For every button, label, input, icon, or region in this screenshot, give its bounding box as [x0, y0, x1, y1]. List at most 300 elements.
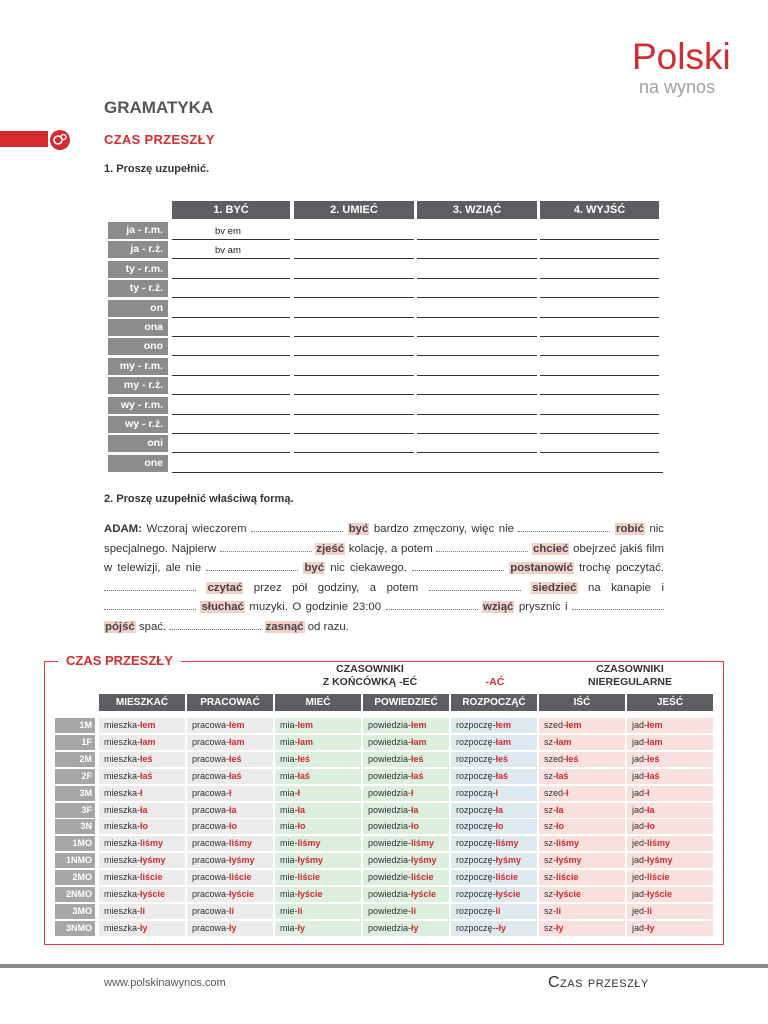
ending: li: [297, 905, 303, 916]
ending: łyśmy: [140, 855, 166, 866]
text-segment: spać.: [138, 620, 167, 633]
column-header: 2. UMIEĆ: [294, 201, 414, 219]
answer-line[interactable]: [172, 414, 290, 415]
ending: łyśmy: [556, 855, 582, 866]
answer-blank[interactable]: [429, 579, 521, 591]
answer-line[interactable]: [540, 297, 659, 298]
column-header: 1. BYĆ: [172, 201, 290, 219]
stem: mieszka-: [104, 736, 141, 747]
stem: rozpoczę-: [456, 922, 496, 933]
answer-line[interactable]: [417, 278, 537, 279]
conjugation-cell: [539, 718, 625, 733]
answer-line[interactable]: [417, 297, 537, 298]
ending: liśmy: [140, 838, 164, 849]
answer-line[interactable]: [172, 375, 290, 376]
answer-line[interactable]: [540, 317, 659, 318]
answer-blank[interactable]: [104, 598, 196, 610]
answer-blank[interactable]: [251, 520, 343, 532]
stem: sz-: [544, 804, 556, 815]
ending: łem: [229, 720, 245, 730]
conjugation-cell: [451, 803, 537, 818]
conjugation-cell: [451, 853, 537, 868]
conjugation-cell: [99, 769, 185, 784]
stem: mia-: [280, 804, 298, 815]
ending: ły: [297, 922, 306, 933]
ending: ły: [411, 922, 419, 933]
stem: szed-: [544, 720, 567, 730]
row-label: ono: [108, 338, 168, 355]
conjugation-cell: [627, 921, 713, 936]
stem: powiedzia-: [368, 720, 412, 730]
stem: rozpoczę-: [456, 821, 496, 832]
ending: łam: [647, 736, 663, 747]
stem: sz-: [544, 838, 556, 849]
stem: jed-: [632, 905, 648, 916]
ending: łyśmy: [411, 855, 437, 866]
conjugation-cell: [99, 870, 185, 885]
stem: rozpoczę-: [456, 872, 496, 883]
conjugation-cell: [627, 819, 713, 834]
answer-line[interactable]: [417, 239, 537, 240]
text-segment: trochę poczytać.: [579, 562, 664, 574]
conjugation-cell: [187, 887, 273, 902]
box-title: CZAS PRZESZŁY: [58, 653, 181, 668]
stem: mieszka-: [104, 922, 141, 933]
stem: powiedzia-: [368, 821, 412, 832]
conjugation-cell: [363, 904, 449, 919]
answer-line[interactable]: [540, 375, 659, 376]
conjugation-cell: [363, 752, 449, 767]
conjugation-cell: [539, 853, 625, 868]
ending: łeś: [229, 753, 242, 764]
conjugation-cell: [99, 904, 185, 919]
row-label: wy - r.ż.: [108, 416, 168, 433]
conjugation-cell: [99, 853, 185, 868]
answer-line[interactable]: [540, 433, 659, 434]
conjugation-cell: [539, 904, 625, 919]
stem: rozpoczę-: [456, 770, 496, 781]
ending: liśmy: [297, 838, 321, 849]
answer-line[interactable]: [294, 375, 414, 376]
row-label: one: [108, 455, 168, 472]
conjugation-cell: [627, 870, 713, 885]
answer-line[interactable]: [294, 336, 414, 337]
conjugation-cell: [187, 786, 273, 801]
ending: ł: [647, 787, 650, 798]
ending: ł: [495, 787, 499, 798]
text-segment: nic ciekawego.: [330, 562, 407, 574]
stem: mia-: [280, 736, 298, 747]
conjugation-cell: [539, 819, 625, 834]
ending: ł: [411, 787, 414, 798]
answer-line[interactable]: [417, 414, 537, 415]
exercise1-title: 1. Proszę uzupełnić.: [104, 163, 210, 175]
conjugation-cell: [275, 887, 361, 902]
conjugation-cell: [451, 735, 537, 750]
answer-line[interactable]: [172, 394, 290, 395]
ending: łyście: [647, 889, 673, 899]
stem: powiedzia-: [368, 770, 412, 781]
answer-blank[interactable]: [206, 559, 298, 571]
answer-line[interactable]: [540, 394, 659, 395]
stem: sz-: [544, 905, 556, 916]
ending: ł: [140, 787, 143, 798]
conjugation-cell: [187, 718, 273, 733]
row-label: 2M: [55, 752, 95, 767]
conjugation-cell: [451, 887, 537, 902]
stem: mie-: [280, 905, 298, 916]
stem: pracowa-: [192, 770, 230, 781]
conjugation-cell: [187, 904, 273, 919]
ending: -ły: [495, 922, 507, 933]
ending: ło: [647, 821, 656, 832]
conjugation-cell: [99, 786, 185, 801]
row-label: 1M: [55, 718, 95, 733]
stem: mia-: [280, 720, 298, 730]
answer-line[interactable]: [294, 452, 414, 453]
row-label: on: [108, 300, 168, 317]
conjugation-cell: [99, 718, 185, 733]
ending: liście: [297, 872, 321, 883]
ending: łam: [229, 736, 245, 747]
conjugation-cell: [187, 870, 273, 885]
row-label: 2F: [55, 769, 95, 784]
stem: rozpoczę-: [456, 838, 496, 849]
answer-blank[interactable]: [386, 598, 478, 610]
speaker: ADAM:: [104, 523, 142, 535]
conjugation-cell: [451, 836, 537, 851]
answer-line[interactable]: [294, 433, 414, 434]
ending: li: [140, 905, 146, 916]
ending: łyśmy: [229, 855, 255, 866]
conjugation-cell: [275, 853, 361, 868]
answer-line[interactable]: [417, 258, 537, 259]
column-header: 3. WZIĄĆ: [417, 201, 537, 219]
conjugation-cell: [627, 803, 713, 818]
stem: sz-: [544, 855, 556, 866]
answer-line[interactable]: [294, 317, 414, 318]
row-label: oni: [108, 435, 168, 452]
stem: jad-: [632, 736, 648, 747]
stem: mieszka-: [104, 753, 141, 764]
verb: czytać: [207, 581, 243, 594]
stem: mieszka-: [104, 787, 141, 798]
conjugation-cell: [275, 870, 361, 885]
ending: ły: [229, 922, 237, 933]
conjugation-cell: [187, 853, 273, 868]
stem: szed-: [544, 753, 567, 764]
answer-line[interactable]: [417, 317, 537, 318]
answer-line[interactable]: [417, 452, 537, 453]
conjugation-cell: [451, 870, 537, 885]
stem: mieszka-: [104, 889, 141, 899]
conjugation-cell: [275, 819, 361, 834]
answer-line[interactable]: [172, 433, 290, 434]
conjugation-cell: [363, 769, 449, 784]
conjugation-cell: [363, 803, 449, 818]
verb: wziąć: [482, 601, 514, 613]
conjugation-cell: [99, 819, 185, 834]
ending: łaś: [411, 770, 424, 781]
row-label: 1NMO: [55, 853, 95, 868]
answer-line[interactable]: [172, 336, 290, 337]
exercise2-paragraph: [104, 520, 664, 637]
stem: rozpoczą-: [456, 787, 496, 798]
ending: ł: [297, 787, 301, 798]
conjugation-cell: [187, 836, 273, 851]
row-label: 3F: [55, 803, 95, 818]
answer-blank[interactable]: [220, 540, 312, 552]
conjugation-cell: [627, 752, 713, 767]
answer-blank[interactable]: [436, 540, 528, 552]
ending: li: [647, 905, 653, 916]
stem: powiedzie-: [368, 838, 412, 849]
ending: ła: [229, 804, 237, 815]
answer-line[interactable]: [540, 452, 659, 453]
row-label: ty - r.m.: [108, 261, 168, 278]
conjugation-cell: [275, 921, 361, 936]
stem: rozpoczę-: [456, 736, 496, 747]
row-label: wy - r.m.: [108, 397, 168, 414]
column-header: MIESZKAĆ: [99, 694, 185, 711]
answer-line[interactable]: [540, 278, 659, 279]
answer-line[interactable]: [417, 336, 537, 337]
answer-line[interactable]: [294, 414, 414, 415]
column-header: MIEĆ: [275, 694, 361, 711]
row-label: 1MO: [55, 836, 95, 851]
stem: sz-: [544, 770, 556, 781]
ending: ła: [647, 804, 655, 815]
answer-line[interactable]: [294, 355, 414, 356]
answer-line[interactable]: [540, 239, 659, 240]
stem: pracowa-: [192, 855, 230, 866]
verb: chcieć: [533, 542, 569, 555]
ending: łem: [140, 720, 156, 730]
answer-blank[interactable]: [572, 598, 664, 610]
ending: łeś: [566, 753, 579, 764]
verb: pójść: [105, 620, 135, 633]
ending: łyśmy: [297, 855, 324, 866]
ending: łem: [647, 720, 663, 730]
answer-line[interactable]: [294, 258, 414, 259]
conjugation-cell: [627, 718, 713, 733]
ending: liśmy: [411, 838, 435, 849]
row-label: 1F: [55, 735, 95, 750]
ending: łem: [297, 720, 314, 730]
answer-line[interactable]: [294, 394, 414, 395]
ending: łyście: [297, 889, 323, 899]
column-header: 4. WYJŚĆ: [540, 201, 659, 219]
page-heading: GRAMATYKA: [104, 98, 214, 117]
text-segment: na kanapie i: [587, 581, 665, 594]
stem: mie-: [280, 872, 298, 883]
ending: liśmy: [229, 838, 253, 849]
row-label: 3M: [55, 786, 95, 801]
stem: mieszka-: [104, 804, 141, 815]
conjugation-cell: [451, 904, 537, 919]
ending: liśmy: [647, 838, 671, 849]
conjugation-cell: [187, 769, 273, 784]
stem: sz-: [544, 736, 556, 747]
stem: rozpoczę-: [456, 720, 496, 730]
stem: rozpoczę-: [456, 889, 496, 899]
ending: łyście: [556, 889, 582, 899]
stem: mieszka-: [104, 905, 141, 916]
answer-line[interactable]: [417, 394, 537, 395]
exercise2-title: 2. Proszę uzupełnić właściwą formą.: [104, 493, 294, 505]
ending: ły: [556, 922, 564, 933]
row-label: ja - r.ż.: [108, 241, 168, 258]
stem: rozpoczę-: [456, 804, 496, 815]
conjugation-cell: [627, 836, 713, 851]
answer-line[interactable]: [172, 317, 290, 318]
text-segment: muzyki. O godzinie 23:00: [249, 601, 382, 613]
answer-blank[interactable]: [412, 559, 504, 571]
ending: ł: [566, 787, 569, 798]
ending: ło: [229, 821, 238, 832]
ending: ła: [297, 804, 306, 815]
conjugation-cell: [451, 921, 537, 936]
ending: łam: [411, 736, 427, 747]
ending: ło: [495, 821, 504, 832]
ending: łyśmy: [495, 855, 522, 866]
answer-line[interactable]: [540, 258, 659, 259]
ending: liście: [647, 872, 670, 883]
stem: rozpoczę-: [456, 855, 496, 866]
row-label: 2NMO: [55, 887, 95, 902]
ending: łeś: [647, 753, 660, 764]
answer-line[interactable]: [172, 297, 290, 298]
answer-line[interactable]: [417, 433, 537, 434]
row-label: 3N: [55, 819, 95, 834]
stem: powiedzia-: [368, 753, 412, 764]
answer-blank[interactable]: [104, 579, 196, 591]
stem: jad-: [632, 770, 648, 781]
row-label: 3NMO: [55, 921, 95, 936]
conjugation-cell: [187, 803, 273, 818]
conjugation-cell: [451, 769, 537, 784]
ending: liście: [556, 872, 579, 883]
stem: mia-: [280, 821, 298, 832]
section-title: CZAS PRZESZŁY: [104, 132, 215, 147]
conjugation-cell: [363, 819, 449, 834]
gears-icon: [50, 130, 70, 150]
answer-line[interactable]: [294, 297, 414, 298]
text-segment: Wczoraj wieczorem: [146, 523, 247, 535]
stem: jad-: [632, 720, 648, 730]
conjugation-cell: [539, 769, 625, 784]
answer-blank[interactable]: [169, 618, 261, 630]
stem: powiedzie-: [368, 872, 412, 883]
conjugation-cell: [627, 904, 713, 919]
ending: łaś: [647, 770, 660, 781]
conjugation-cell: [275, 803, 361, 818]
conjugation-cell: [363, 921, 449, 936]
row-label: ona: [108, 319, 168, 336]
group-ac-title: -AĆ: [485, 676, 505, 688]
answer-line[interactable]: [540, 336, 659, 337]
ending: liśmy: [556, 838, 580, 849]
answer-line[interactable]: [172, 355, 290, 356]
ending: li: [229, 905, 235, 916]
row-label: ty - r.ż.: [108, 280, 168, 297]
stem: mieszka-: [104, 770, 141, 781]
text-segment: przez pół godziny, a potem: [253, 581, 419, 594]
stem: mieszka-: [104, 838, 141, 849]
column-header: ROZPOCZĄĆ: [451, 694, 537, 711]
stem: pracowa-: [192, 922, 230, 933]
footer-url[interactable]: www.polskinawynos.com: [104, 977, 226, 989]
conjugation-cell: [99, 752, 185, 767]
ending: łem: [566, 720, 582, 730]
conjugation-cell: [539, 870, 625, 885]
answer-line[interactable]: [540, 414, 659, 415]
ending: liście: [411, 872, 434, 883]
conjugation-cell: [539, 752, 625, 767]
row-label: 2MO: [55, 870, 95, 885]
ending: łyście: [140, 889, 166, 899]
stem: sz-: [544, 821, 556, 832]
ending: łeś: [140, 753, 153, 764]
ending: liście: [140, 872, 163, 883]
stem: jad-: [632, 804, 648, 815]
ending: ła: [556, 804, 564, 815]
stem: mie-: [280, 838, 298, 849]
ending: łam: [140, 736, 156, 747]
answer-line[interactable]: [294, 278, 414, 279]
ending: łaś: [556, 770, 569, 781]
conjugation-cell: [275, 718, 361, 733]
stem: sz-: [544, 922, 556, 933]
stem: jed-: [632, 838, 648, 849]
verb: zjeść: [316, 542, 345, 555]
answer-blank[interactable]: [518, 520, 610, 532]
ending: łem: [411, 720, 427, 730]
ending: łyśmy: [647, 855, 673, 866]
row-label: ja - r.m.: [108, 222, 168, 239]
conjugation-cell: [451, 752, 537, 767]
answer-line[interactable]: [540, 355, 659, 356]
stem: mia-: [280, 855, 298, 866]
answer-line[interactable]: [294, 239, 414, 240]
answer-line[interactable]: [417, 355, 537, 356]
conjugation-cell: [451, 718, 537, 733]
answer-line[interactable]: [172, 239, 290, 240]
ending: łem: [495, 720, 512, 730]
answer-line[interactable]: [172, 452, 290, 453]
conjugation-cell: [99, 887, 185, 902]
conjugation-cell: [363, 836, 449, 851]
stem: pracowa-: [192, 889, 230, 899]
answer-line[interactable]: [417, 375, 537, 376]
conjugation-cell: [539, 836, 625, 851]
ending: łyście: [229, 889, 255, 899]
ending: ło: [411, 821, 420, 832]
conjugation-cell: [99, 921, 185, 936]
ending: łyście: [411, 889, 437, 899]
row-label: my - r.m.: [108, 358, 168, 375]
logo-title: Polski: [632, 36, 731, 77]
section-bar: [0, 131, 48, 147]
answer-line[interactable]: [172, 278, 290, 279]
logo-subtitle: na wynos: [639, 77, 716, 97]
verb: zasnąć: [265, 620, 304, 633]
stem: pracowa-: [192, 787, 230, 798]
stem: mia-: [280, 787, 298, 798]
text-segment: nic specjalnego. Najpierw: [104, 523, 664, 555]
answer-line[interactable]: [172, 258, 290, 259]
conjugation-cell: [627, 735, 713, 750]
